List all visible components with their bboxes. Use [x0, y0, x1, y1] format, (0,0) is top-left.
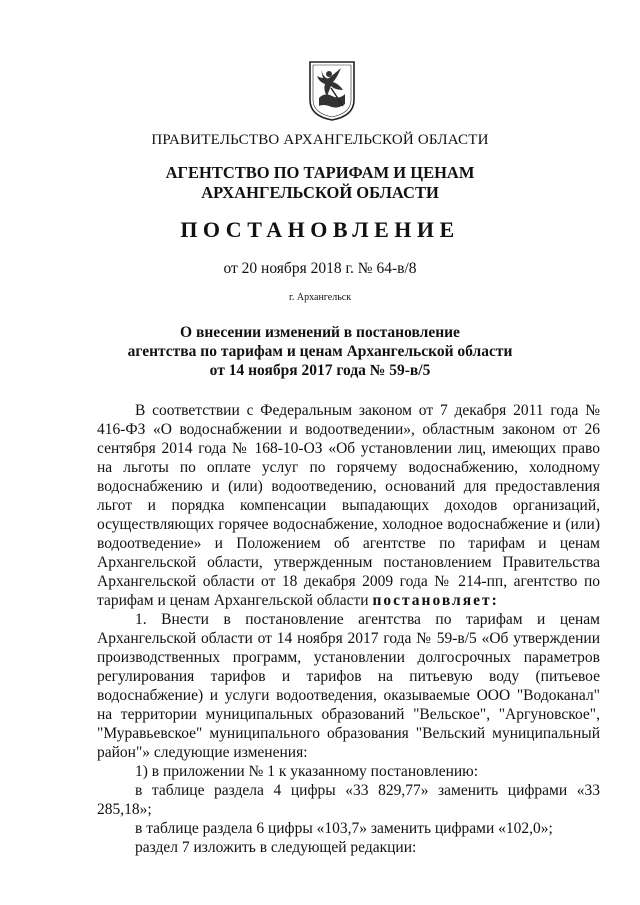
government-name: ПРАВИТЕЛЬСТВО АРХАНГЕЛЬСКОЙ ОБЛАСТИ	[151, 132, 489, 148]
agency-line-2: АРХАНГЕЛЬСКОЙ ОБЛАСТИ	[201, 183, 439, 202]
city: г. Архангельск	[288, 292, 352, 303]
agency-line-1: АГЕНТСТВО ПО ТАРИФАМ И ЦЕНАМ	[165, 163, 475, 182]
subject-line-1: О внесении изменений в постановление	[180, 324, 460, 341]
subject-line-3: от 14 ноября 2017 года № 59-в/5	[209, 362, 431, 379]
preamble-paragraph	[97, 401, 600, 610]
document-body	[97, 401, 600, 857]
date-and-number: от 20 ноября 2018 г. № 64-в/8	[223, 260, 417, 277]
document-type: ПОСТАНОВЛЕНИЕ	[180, 217, 460, 242]
change-1-paragraph: в таблице раздела 4 цифры «33 829,77» заменить цифрами «33 285,18»;	[97, 782, 600, 818]
decree-word: постановляет:	[372, 592, 499, 609]
agency-name	[0, 163, 640, 203]
coat-of-arms-icon	[307, 60, 357, 122]
item-1-paragraph: 1. Внести в постановление агентства по тарифам и ценам Архангельской области от 14 ноября 2017 года № 59-в/5 «Об утверждении производственных программ, установлении долгосрочных параметров регулирования тарифов и тарифов на питьевую воду (питьевое водоснабжение) и услуги водоотведения, оказываемые ООО "Водоканал" на территории муниципальных образований "Вельское", "Аргуновское", "Муравьевское" муниципального образования "Вельский муниципальный район"» следующие изменения:	[97, 611, 600, 761]
change-2-paragraph: в таблице раздела 6 цифры «103,7» заменить цифрами «102,0»;	[135, 820, 553, 837]
document-subject	[0, 323, 640, 380]
subitem-1-paragraph: 1) в приложении № 1 к указанному постановлению:	[135, 763, 479, 780]
change-3-paragraph: раздел 7 изложить в следующей редакции:	[135, 839, 417, 856]
subject-line-2: агентства по тарифам и ценам Архангельской области	[127, 343, 513, 360]
preamble-text: В соответствии с Федеральным законом от 7 декабря 2011 года № 416-ФЗ «О водоснабжении и водоотведении», областным законом от 26 сентября 2014 года № 168-10-ОЗ «Об установлении лиц, имеющих право на льготы по оплате услуг по горячему водоснабжению, холодному водоснабжению и (или) водоотведению, оснований для предоставления льгот и порядка компенсации выпадающих доходов организаций, осуществляющих горячее водоснабжение, холодное водоснабжение и (или) водоотведение» и Положением об агентстве по тарифам и ценам Архангельской области, утвержденным постановлением Правительства Архангельской области от 18 декабря 2009 года № 214-пп, агентство по тарифам и ценам Архангельской области	[97, 402, 600, 609]
